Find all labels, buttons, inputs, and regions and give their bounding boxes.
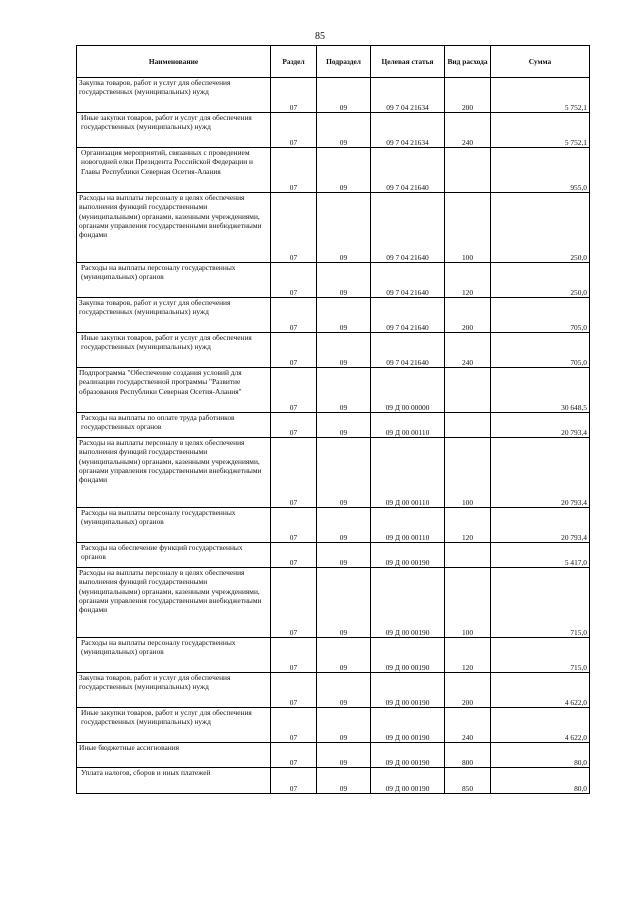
row-amount-cell: 955,0 [491, 148, 590, 193]
table-row [77, 568, 590, 638]
table-row [77, 638, 590, 673]
row-section-cell: 07 [271, 508, 317, 543]
table-row [77, 193, 590, 263]
table-row [77, 78, 590, 113]
row-type-cell [445, 148, 491, 193]
row-type-cell: 120 [445, 508, 491, 543]
header-subsection: Подраздел [317, 46, 371, 78]
row-section-cell: 07 [271, 438, 317, 508]
table-body [77, 78, 590, 794]
row-subsection-cell: 09 [317, 673, 371, 708]
row-type-cell: 120 [445, 638, 491, 673]
row-name-cell: Иные закупки товаров, работ и услуг для обеспечения государственных (муниципальных) нужд [77, 708, 271, 743]
table-row [77, 708, 590, 743]
row-type-cell: 200 [445, 298, 491, 333]
table-row [77, 263, 590, 298]
table-row [77, 333, 590, 368]
row-type-cell: 100 [445, 438, 491, 508]
table-header-row [77, 46, 590, 78]
table-row [77, 113, 590, 148]
row-name-cell: Расходы на выплаты по оплате труда работников государственных органов [77, 413, 271, 438]
row-amount-cell: 80,0 [491, 743, 590, 768]
page-number: 85 [315, 31, 325, 42]
row-name-cell: Иные бюджетные ассигнования [77, 743, 271, 768]
row-target-cell: 09 Д 00 00190 [371, 768, 445, 794]
row-type-cell: 100 [445, 193, 491, 263]
row-amount-cell: 5 417,0 [491, 543, 590, 568]
row-section-cell: 07 [271, 768, 317, 794]
row-amount-cell: 5 752,1 [491, 113, 590, 148]
row-subsection-cell: 09 [317, 438, 371, 508]
row-subsection-cell: 09 [317, 508, 371, 543]
row-type-cell: 120 [445, 263, 491, 298]
budget-table [76, 45, 590, 794]
row-amount-cell: 20 793,4 [491, 413, 590, 438]
row-amount-cell: 30 648,5 [491, 368, 590, 413]
row-subsection-cell: 09 [317, 263, 371, 298]
row-target-cell: 09 Д 00 00000 [371, 368, 445, 413]
row-type-cell: 850 [445, 768, 491, 794]
row-target-cell: 09 Д 00 00110 [371, 508, 445, 543]
row-target-cell: 09 7 04 21640 [371, 298, 445, 333]
row-name-cell: Организация мероприятий, связанных с проведением новогодней елки Президента Российской Федерации и Главы Республики Северная Осетия-Алания [77, 148, 271, 193]
row-section-cell: 07 [271, 263, 317, 298]
row-amount-cell: 5 752,1 [491, 78, 590, 113]
row-section-cell: 07 [271, 743, 317, 768]
row-type-cell: 200 [445, 673, 491, 708]
row-target-cell: 09 Д 00 00190 [371, 673, 445, 708]
row-type-cell [445, 413, 491, 438]
table-row [77, 743, 590, 768]
row-amount-cell: 250,0 [491, 193, 590, 263]
row-section-cell: 07 [271, 113, 317, 148]
row-amount-cell: 715,0 [491, 568, 590, 638]
row-section-cell: 07 [271, 708, 317, 743]
row-target-cell: 09 Д 00 00190 [371, 708, 445, 743]
row-name-cell: Расходы на выплаты персоналу в целях обеспечения выполнения функций государственными (муниципальными) органами, казенными учреждениями, органами управления государственными внебюджетными фондами [77, 438, 271, 508]
row-name-cell: Иные закупки товаров, работ и услуг для обеспечения государственных (муниципальных) нужд [77, 113, 271, 148]
row-type-cell: 100 [445, 568, 491, 638]
row-target-cell: 09 Д 00 00110 [371, 438, 445, 508]
row-name-cell: Расходы на выплаты персоналу государственных (муниципальных) органов [77, 263, 271, 298]
row-subsection-cell: 09 [317, 78, 371, 113]
row-amount-cell: 705,0 [491, 298, 590, 333]
row-target-cell: 09 Д 00 00190 [371, 568, 445, 638]
header-amount: Сумма [491, 46, 590, 78]
row-subsection-cell: 09 [317, 568, 371, 638]
row-subsection-cell: 09 [317, 708, 371, 743]
row-section-cell: 07 [271, 413, 317, 438]
row-amount-cell: 80,0 [491, 768, 590, 794]
row-subsection-cell: 09 [317, 368, 371, 413]
row-name-cell: Расходы на выплаты персоналу в целях обеспечения выполнения функций государственными (муниципальными) органами, казенными учреждениями, органами управления государственными внебюджетными фондами [77, 568, 271, 638]
table-row [77, 673, 590, 708]
table-row [77, 438, 590, 508]
table-row [77, 413, 590, 438]
header-type: Вид расхода [445, 46, 491, 78]
row-section-cell: 07 [271, 568, 317, 638]
row-target-cell: 09 7 04 21634 [371, 113, 445, 148]
table-row [77, 508, 590, 543]
table-row [77, 768, 590, 794]
header-target: Целевая статья [371, 46, 445, 78]
row-section-cell: 07 [271, 148, 317, 193]
row-section-cell: 07 [271, 193, 317, 263]
row-section-cell: 07 [271, 673, 317, 708]
row-subsection-cell: 09 [317, 743, 371, 768]
row-name-cell: Расходы на выплаты персоналу в целях обеспечения выполнения функций государственными (муниципальными) органами, казенными учреждениями, органами управления государственными внебюджетными фондами [77, 193, 271, 263]
row-type-cell: 240 [445, 333, 491, 368]
row-target-cell: 09 7 04 21640 [371, 333, 445, 368]
row-amount-cell: 715,0 [491, 638, 590, 673]
row-type-cell: 200 [445, 78, 491, 113]
row-amount-cell: 20 793,4 [491, 438, 590, 508]
row-name-cell: Уплата налогов, сборов и иных платежей [77, 768, 271, 794]
row-target-cell: 09 7 04 21634 [371, 78, 445, 113]
row-target-cell: 09 7 04 21640 [371, 148, 445, 193]
row-type-cell: 240 [445, 113, 491, 148]
row-name-cell: Закупка товаров, работ и услуг для обеспечения государственных (муниципальных) нужд [77, 78, 271, 113]
row-amount-cell: 4 622,0 [491, 673, 590, 708]
row-type-cell [445, 543, 491, 568]
row-subsection-cell: 09 [317, 413, 371, 438]
table-row [77, 298, 590, 333]
table-row [77, 148, 590, 193]
row-target-cell: 09 7 04 21640 [371, 193, 445, 263]
row-subsection-cell: 09 [317, 768, 371, 794]
row-amount-cell: 4 622,0 [491, 708, 590, 743]
row-section-cell: 07 [271, 298, 317, 333]
row-name-cell: Иные закупки товаров, работ и услуг для обеспечения государственных (муниципальных) нужд [77, 333, 271, 368]
row-name-cell: Расходы на выплаты персоналу государственных (муниципальных) органов [77, 638, 271, 673]
row-section-cell: 07 [271, 543, 317, 568]
row-section-cell: 07 [271, 78, 317, 113]
row-subsection-cell: 09 [317, 298, 371, 333]
row-amount-cell: 705,0 [491, 333, 590, 368]
row-name-cell: Закупка товаров, работ и услуг для обеспечения государственных (муниципальных) нужд [77, 673, 271, 708]
row-name-cell: Расходы на обеспечение функций государственных органов [77, 543, 271, 568]
row-section-cell: 07 [271, 368, 317, 413]
row-target-cell: 09 Д 00 00190 [371, 638, 445, 673]
row-type-cell [445, 368, 491, 413]
row-target-cell: 09 7 04 21640 [371, 263, 445, 298]
row-target-cell: 09 Д 00 00190 [371, 743, 445, 768]
row-target-cell: 09 Д 00 00110 [371, 413, 445, 438]
row-amount-cell: 250,0 [491, 263, 590, 298]
row-name-cell: Закупка товаров, работ и услуг для обеспечения государственных (муниципальных) нужд [77, 298, 271, 333]
row-amount-cell: 20 793,4 [491, 508, 590, 543]
row-section-cell: 07 [271, 638, 317, 673]
row-target-cell: 09 Д 00 00190 [371, 543, 445, 568]
row-type-cell: 240 [445, 708, 491, 743]
header-section: Раздел [271, 46, 317, 78]
table-row [77, 543, 590, 568]
header-name: Наименование [77, 46, 271, 78]
row-subsection-cell: 09 [317, 193, 371, 263]
row-subsection-cell: 09 [317, 638, 371, 673]
row-subsection-cell: 09 [317, 333, 371, 368]
row-type-cell: 800 [445, 743, 491, 768]
table-row [77, 368, 590, 413]
row-name-cell: Расходы на выплаты персоналу государственных (муниципальных) органов [77, 508, 271, 543]
row-subsection-cell: 09 [317, 543, 371, 568]
row-subsection-cell: 09 [317, 113, 371, 148]
row-name-cell: Подпрограмма "Обеспечение создания условий для реализации государственной программы "Развитие образования Республики Северная Осетия-Алания" [77, 368, 271, 413]
row-section-cell: 07 [271, 333, 317, 368]
row-subsection-cell: 09 [317, 148, 371, 193]
